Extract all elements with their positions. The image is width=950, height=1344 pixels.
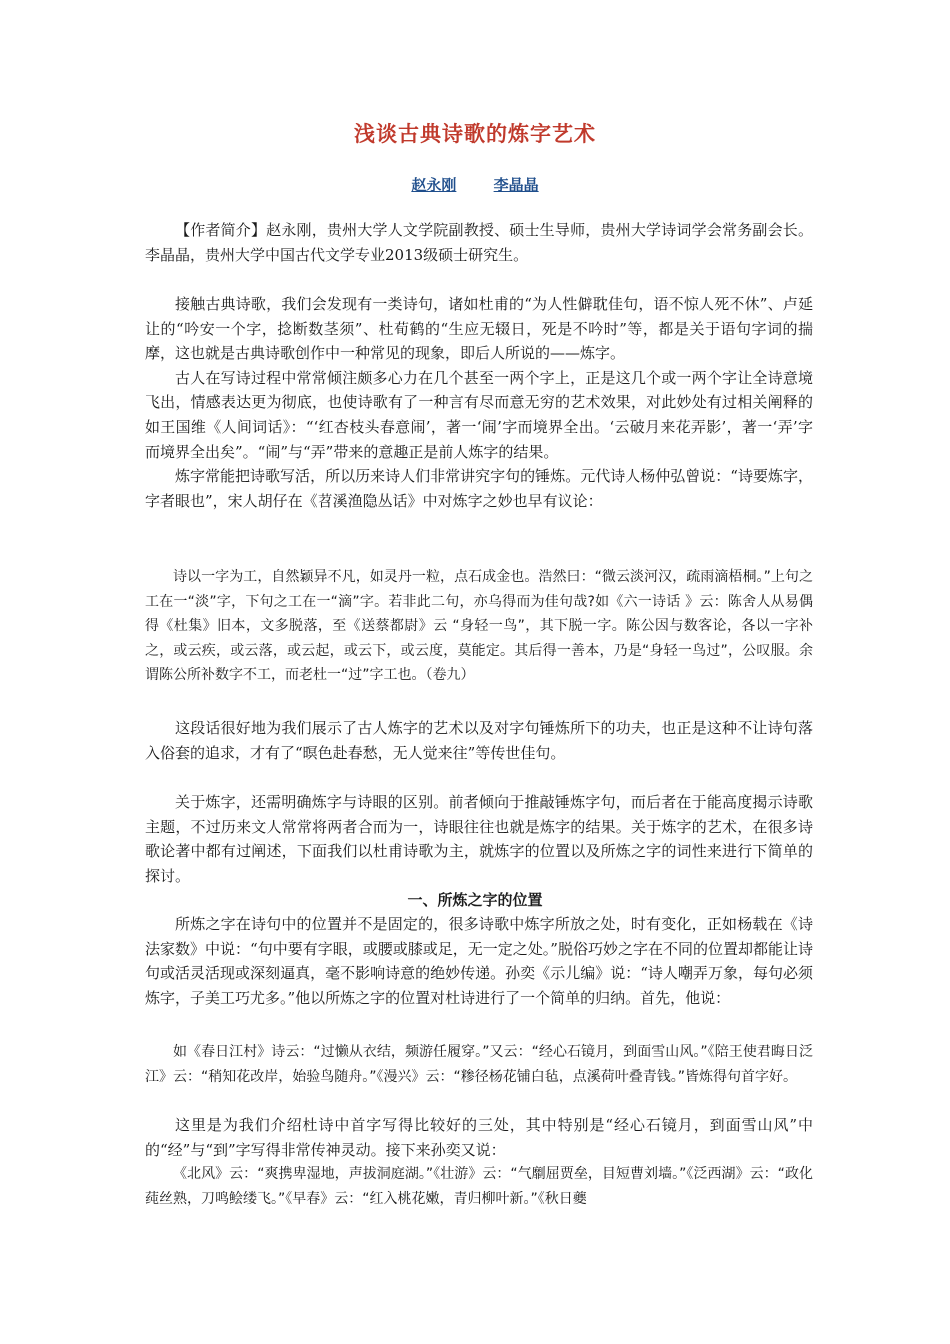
body-paragraph: 接触古典诗歌，我们会发现有一类诗句，诸如杜甫的“为人性僻耽佳句，语不惊人死不休”、卢延让的“吟安一个字，捻断数茎须”、杜荀鹤的“生应无辍日，死是不吟时”等，都是关于语句字词的揣摩，这也就是古典诗歌创作中一种常见的现象，即后人所说的——炼字。 [145,295,813,363]
body-paragraph: 古人在写诗过程中常常倾注颇多心力在几个甚至一两个字上，正是这几个或一两个字让全诗意境飞出，情感表达更为彻底，也使诗歌有了一种言有尽而意无穷的艺术效果，对此妙处有过相关阐释的如王国维《人间词话》：“‘红杏枝头春意闹’，著一‘闹’字而境界全出。‘云破月来花弄影’，著一‘弄’字而境界全出矣”。“闹”与“弄”带来的意趣正是前人炼字的结果。 [145,368,813,461]
author-line [145,173,805,198]
block-quote [145,565,813,688]
body-section-5 [145,1113,813,1162]
body-paragraph: 所炼之字在诗句中的位置并不是固定的，很多诗歌中炼字所放之处，时有变化，正如杨载在《诗法家数》中说：“句中要有字眼，或腰或膝或足，无一定之处。”脱俗巧妙之字在不同的位置却都能让诗句或活灵活现或深刻逼真，毫不影响诗意的绝妙传递。孙奕《示儿编》说：“诗人嘲弄万象，每句必须炼字，子美工巧尤多。”他以所炼之字的位置对杜诗进行了一个简单的归纳。首先，他说： [145,915,813,1007]
quote-paragraph: 《北风》云：“爽携卑湿地，声拔洞庭湖。”《壮游》云：“气劘屈贾垒，目短曹刘墙。”《泛西湖》云：“政化莼丝熟，刀鸣鲙缕飞。”《早春》云：“红入桃花嫩，青归柳叶新。”《秋日夔 [145,1166,813,1207]
body-paragraph: 这里是为我们介绍杜诗中首字写得比较好的三处，其中特别是“经心石镜月，到面雪山风”中的“经”与“到”字写得非常传神灵动。接下来孙奕又说： [145,1116,813,1159]
intro-paragraph: 【作者简介】赵永刚，贵州大学人文学院副教授、硕士生导师，贵州大学诗词学会常务副会长。李晶晶，贵州大学中国古代文学专业2013级硕士研究生。 [145,221,813,264]
block-quote [145,1162,813,1211]
author-link[interactable]: 赵永刚 [411,176,457,194]
body-paragraph: 关于炼字，还需明确炼字与诗眼的区别。前者倾向于推敲锤炼字句，而后者在于能高度揭示诗歌主题，不过历来文人常常将两者合而为一，诗眼往往也就是炼字的结果。关于炼字的艺术，在很多诗歌论著中都有过阐述，下面我们以杜甫诗歌为主，就炼字的位置以及所炼之字的词性来进行下简单的探讨。 [145,793,813,885]
article-title: 浅谈古典诗歌的炼字艺术 [354,121,596,146]
body-section-3 [145,790,813,888]
body-section-4 [145,912,813,1010]
author-intro [145,218,813,267]
body-paragraph: 炼字常能把诗歌写活，所以历来诗人们非常讲究字句的锤炼。元代诗人杨仲弘曾说：“诗要炼字，字者眼也”，宋人胡仔在《苕溪渔隐丛话》中对炼字之妙也早有议论： [145,467,813,510]
body-section-1 [145,292,813,513]
quote-paragraph: 诗以一字为工，自然颖异不凡，如灵丹一粒，点石成金也。浩然曰：“微云淡河汉，疏雨滴梧桐。”上句之工在一“淡”字，下句之工在一“滴”字。若非此二句，亦乌得而为佳句哉?如《六一诗话 》云：陈舍人从易偶得《杜集》旧本，文多脱落，至《送蔡都尉》云 “身轻一鸟”，其下脱一字。陈公因与数客论，各以一字补之，或云疾，或云落，或云起，或云下，或云度，莫能定。其后得一善本，乃是“身轻一鸟过”，公叹服。余谓陈公所补数字不工，而老杜一“过”字工也。（卷九） [145,569,813,684]
body-paragraph: 这段话很好地为我们展示了古人炼字的艺术以及对字句锤炼所下的功夫，也正是这种不让诗句落入俗套的追求，才有了“暝色赴春愁，无人觉来往”等传世佳句。 [145,719,813,762]
author-link[interactable]: 李晶晶 [493,176,539,194]
section-heading: 一、所炼之字的位置 [407,891,543,909]
body-section-2 [145,716,813,765]
block-quote [145,1040,813,1089]
quote-paragraph: 如《春日江村》诗云：“过懒从衣结，频游任履穿。”又云：“经心石镜月，到面雪山风。”《陪王使君晦日泛江》云：“稍知花改岸，始验鸟随舟。”《漫兴》云：“糁径杨花铺白毡，点溪荷叶叠青钱。”皆炼得句首字好。 [145,1044,813,1085]
